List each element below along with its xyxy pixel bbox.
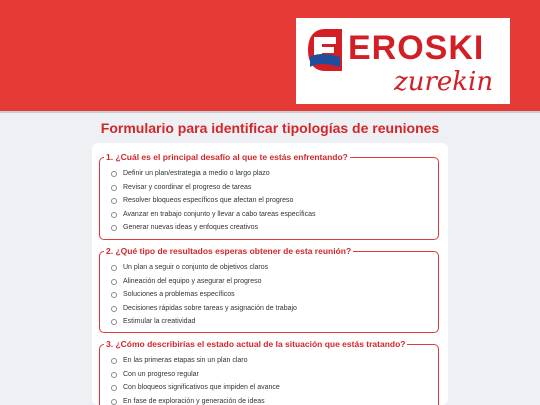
question-2-option-5[interactable] bbox=[111, 316, 195, 328]
question-3-option-2[interactable] bbox=[111, 369, 199, 381]
radio-button[interactable] bbox=[111, 358, 117, 364]
option-label: Soluciones a problemas específicos bbox=[123, 291, 235, 298]
eroski-logo bbox=[296, 18, 510, 104]
header-banner bbox=[0, 0, 540, 111]
question-2-group bbox=[99, 246, 439, 333]
radio-button[interactable] bbox=[111, 319, 117, 325]
question-1-option-2[interactable] bbox=[111, 182, 251, 194]
option-label: Un plan a seguir o conjunto de objetivos claros bbox=[123, 264, 269, 271]
option-label: Generar nuevas ideas y enfoques creativos bbox=[123, 224, 259, 231]
question-1-option-5[interactable] bbox=[111, 222, 258, 234]
question-3-option-3[interactable] bbox=[111, 382, 280, 394]
radio-button[interactable] bbox=[111, 198, 117, 204]
question-3-option-1[interactable] bbox=[111, 355, 248, 367]
radio-button[interactable] bbox=[111, 279, 117, 285]
question-2-option-1[interactable] bbox=[111, 262, 268, 274]
logo-subtext: zurekin bbox=[394, 67, 494, 97]
option-label: Con un progreso regular bbox=[123, 371, 199, 378]
question-1-option-1[interactable] bbox=[111, 168, 270, 180]
radio-button[interactable] bbox=[111, 372, 117, 378]
question-1-option-3[interactable] bbox=[111, 195, 293, 207]
radio-button[interactable] bbox=[111, 171, 117, 177]
radio-button[interactable] bbox=[111, 292, 117, 298]
option-label: En las primeras etapas sin un plan claro bbox=[123, 357, 248, 364]
option-label: Resolver bloqueos específicos que afectan el progreso bbox=[123, 197, 294, 204]
radio-button[interactable] bbox=[111, 385, 117, 391]
option-label: Decisiones rápidas sobre tareas y asignación de trabajo bbox=[123, 305, 297, 312]
radio-button[interactable] bbox=[111, 185, 117, 191]
question-2-option-2[interactable] bbox=[111, 276, 262, 288]
radio-button[interactable] bbox=[111, 399, 117, 405]
question-2-option-3[interactable] bbox=[111, 289, 235, 301]
option-label: Estimular la creatividad bbox=[123, 318, 196, 325]
option-label: Alineación del equipo y asegurar el progreso bbox=[123, 278, 262, 285]
option-label: Revisar y coordinar el progreso de tareas bbox=[123, 184, 252, 191]
option-label: Definir un plan/estrategia a medio o largo plazo bbox=[123, 170, 270, 177]
question-2-title: 2. ¿Qué tipo de resultados esperas obtener de esta reunión? bbox=[106, 246, 352, 256]
question-3-title: 3. ¿Cómo describirías el estado actual de la situación que estás tratando? bbox=[106, 339, 406, 349]
question-1-option-4[interactable] bbox=[111, 209, 315, 221]
radio-button[interactable] bbox=[111, 212, 117, 218]
radio-button[interactable] bbox=[111, 225, 117, 231]
question-3-group bbox=[99, 339, 439, 405]
question-1-title: 1. ¿Cuál es el principal desafío al que te estás enfrentando? bbox=[106, 152, 348, 162]
option-label: En fase de exploración y generación de ideas bbox=[123, 398, 265, 405]
eroski-logo-mark-icon bbox=[306, 27, 344, 73]
radio-button[interactable] bbox=[111, 265, 117, 271]
option-label: Avanzar en trabajo conjunto y llevar a cabo tareas específicas bbox=[123, 211, 316, 218]
radio-button[interactable] bbox=[111, 306, 117, 312]
logo-text: EROSKI bbox=[348, 29, 485, 67]
banner-divider bbox=[0, 111, 540, 113]
question-2-option-4[interactable] bbox=[111, 303, 297, 315]
option-label: Con bloqueos significativos que impiden el avance bbox=[123, 384, 280, 391]
form-panel bbox=[92, 143, 448, 405]
question-3-option-4[interactable] bbox=[111, 396, 265, 405]
question-1-group bbox=[99, 152, 439, 240]
page-title: Formulario para identificar tipologías de reuniones bbox=[100, 120, 440, 136]
